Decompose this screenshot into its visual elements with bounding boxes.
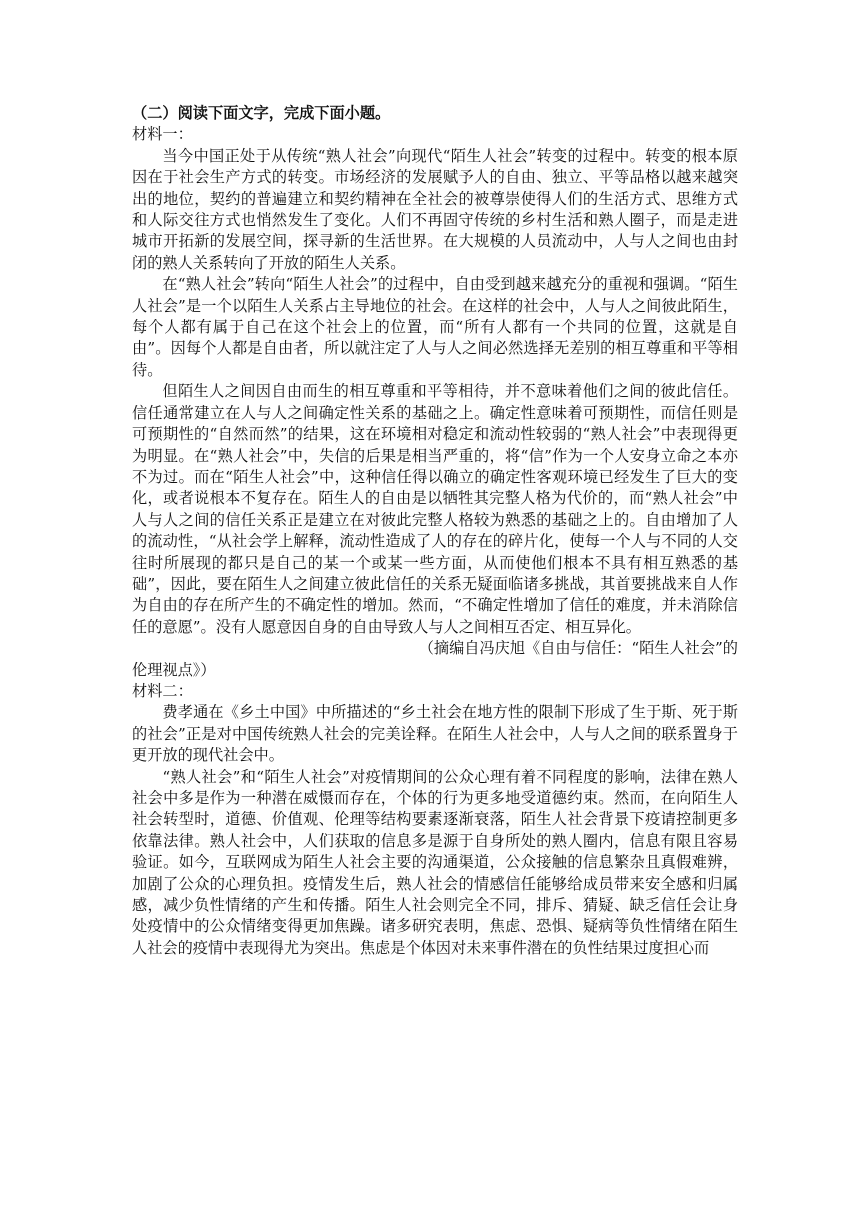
source-citation-line: （摘编自冯庆旭《自由与信任：“陌生人社会”的 [418, 639, 738, 658]
material-one [132, 124, 738, 681]
source-citation-line: 伦理视点》） [132, 660, 216, 679]
material-one-source [132, 638, 738, 681]
material-one-paragraph: 但陌生人之间因自由而生的相互尊重和平等相待，并不意味着他们之间的彼此信任。信任通常建立在人与人之间确定性关系的基础之上。确定性意味着可预期性，而信任则是可预期性的“自然而然”的结果，这在环境相对稳定和流动性较弱的“熟人社会”中表现得更为明显。在“熟人社会”中，失信的后果是相当严重的，将“信”作为一个人安身立命之本亦不为过。而在“陌生人社会”中，这种信任得以确立的确定性客观环境已经发生了巨大的变化，或者说根本不复存在。陌生人的自由是以牺牲其完整人格为代价的，而“熟人社会”中人与人之间的信任关系正是建立在对彼此完整人格较为熟悉的基础之上的。自由增加了人的流动性，“从社会学上解释，流动性造成了人的存在的碎片化，使每一个人与不同的人交往时所展现的都只是自己的某一个或某一些方面，从而使他们根本不具有相互熟悉的基础”，因此，要在陌生人之间建立彼此信任的关系无疑面临诸多挑战，其首要挑战来自人作为自由的存在所产生的不确定性的增加。然而，“不确定性增加了信任的难度，并未消除信任的意愿”。没有人愿意因自身的自由导致人与人之间相互否定、相互异化。 [132, 382, 738, 636]
material-two-paragraph: “熟人社会”和“陌生人社会”对疫情期间的公众心理有着不同程度的影响，法律在熟人社会中多是作为一种潜在威慑而存在，个体的行为更多地受道德约束。然而，在向陌生人社会转型时，道德、价值观、伦理等结构要素逐渐衰落，陌生人社会背景下疫请控制更多依靠法律。熟人社会中，人们获取的信息多是源于自身所处的熟人圈内，信息有限且容易验证。如今，互联网成为陌生人社会主要的沟通渠道，公众接触的信息繁杂且真假难辨，加剧了公众的心理负担。疫情发生后，熟人社会的情感信任能够给成员带来安全感和归属感，减少负性情绪的产生和传播。陌生人社会则完全不同，排斥、猜疑、缺乏信任会让身处疫情中的公众情绪变得更加焦躁。诸多研究表明，焦虑、恐惧、疑病等负性情绪在陌生人社会的疫情中表现得尤为突出。焦虑是个体因对未来事件潜在的负性结果过度担心而 [132, 767, 738, 957]
material-one-label: 材料一： [132, 125, 193, 144]
material-two-paragraph: 费孝通在《乡土中国》中所描述的“乡土社会在地方性的限制下形成了生于斯、死于斯的社会”正是对中国传统熟人社会的完美诠释。在陌生人社会中，人与人之间的联系置身于更开放的现代社会中。 [132, 703, 738, 765]
material-one-paragraph: 在“熟人社会”转向“陌生人社会”的过程中，自由受到越来越充分的重视和强调。“陌生人社会”是一个以陌生人关系占主导地位的社会。在这样的社会中，人与人之间彼此陌生，每个人都有属于自己在这个社会上的位置，而“所有人都有一个共同的位置，这就是自由”。因每个人都是自由者，所以就注定了人与人之间必然选择无差别的相互尊重和平等相待。 [132, 275, 738, 379]
material-two-label: 材料二： [132, 681, 193, 700]
material-two [132, 681, 738, 959]
document-page [132, 103, 738, 959]
material-one-paragraph: 当今中国正处于从传统“熟人社会”向现代“陌生人社会”转变的过程中。转变的根本原因在于社会生产方式的转变。市场经济的发展赋予人的自由、独立、平等品格以越来越突出的地位，契约的普遍建立和契约精神在全社会的被尊崇使得人们的生活方式、思维方式和人际交往方式也悄然发生了变化。人们不再固守传统的乡村生活和熟人圈子，而是走进城市开拓新的发展空间，探寻新的生活世界。在大规模的人员流动中，人与人之间也由封闭的熟人关系转向了开放的陌生人关系。 [132, 146, 738, 272]
section-heading: （二）阅读下面文字，完成下面小题。 [132, 104, 391, 122]
